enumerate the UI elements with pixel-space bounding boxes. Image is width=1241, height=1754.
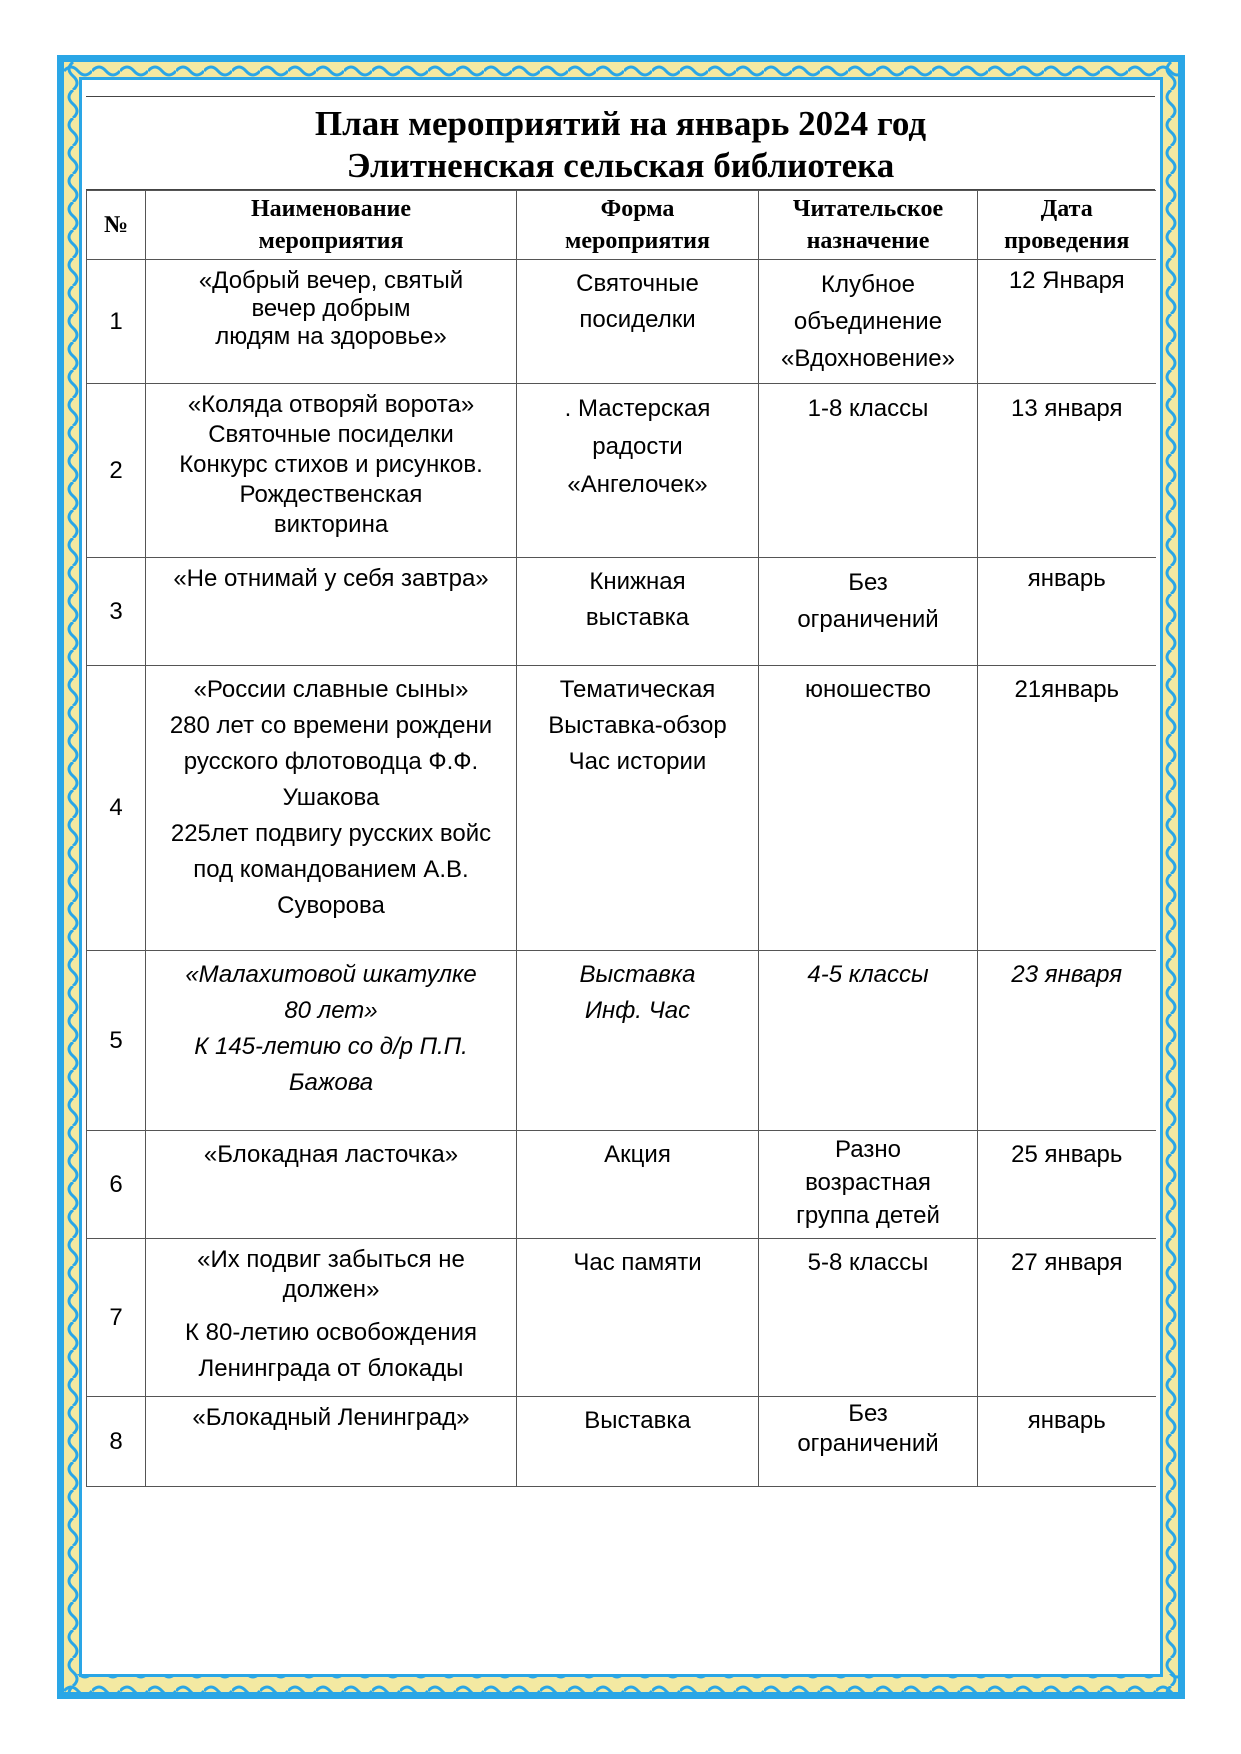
row-number: 3 <box>87 558 146 666</box>
event-date: 12 Января <box>978 260 1156 384</box>
event-form: Выставка <box>517 1397 759 1487</box>
row-number: 2 <box>87 384 146 558</box>
event-date: 27 января <box>978 1239 1156 1397</box>
table-row <box>87 1397 1156 1487</box>
document-subtitle: Элитненская сельская библиотека <box>346 146 895 185</box>
event-audience: 4-5 классы <box>759 951 978 1131</box>
event-date: 25 январь <box>978 1131 1156 1239</box>
header-number: № <box>87 191 146 260</box>
event-form: Выставка Инф. Час <box>517 951 759 1131</box>
table-row <box>87 558 1156 666</box>
document-content <box>86 96 1155 1487</box>
event-date: январь <box>978 1397 1156 1487</box>
event-audience: Без ограничений <box>759 558 978 666</box>
event-name: «Их подвиг забыться не должен» К 80-летию освобождения Ленинграда от блокады <box>146 1239 517 1397</box>
row-number: 7 <box>87 1239 146 1397</box>
event-form: Тематическая Выставка-обзор Час истории <box>517 666 759 951</box>
event-form: Святочные посиделки <box>517 260 759 384</box>
row-number: 5 <box>87 951 146 1131</box>
table-header-row <box>87 191 1156 260</box>
header-name: Наименование мероприятия <box>146 191 517 260</box>
event-name: «Добрый вечер, святый вечер добрым людям на здоровье» <box>146 260 517 384</box>
event-form: Книжная выставка <box>517 558 759 666</box>
header-form: Форма мероприятия <box>517 191 759 260</box>
event-date: 13 января <box>978 384 1156 558</box>
row-number: 8 <box>87 1397 146 1487</box>
table-row <box>87 666 1156 951</box>
table-row <box>87 1131 1156 1239</box>
event-name: «Не отнимай у себя завтра» <box>146 558 517 666</box>
event-name: «Блокадная ласточка» <box>146 1131 517 1239</box>
event-form: Час памяти <box>517 1239 759 1397</box>
header-date: Дата проведения <box>978 191 1156 260</box>
event-name: «России славные сыны» 280 лет со времени рождени русского флотоводца Ф.Ф. Ушакова 225лет подвигу русских войс под командованием А.В. Суворова <box>146 666 517 951</box>
table-row <box>87 260 1156 384</box>
event-form: . Мастерская радости «Ангелочек» <box>517 384 759 558</box>
event-name: «Блокадный Ленинград» <box>146 1397 517 1487</box>
event-name: «Малахитовой шкатулке 80 лет» К 145-летию со д/р П.П. Бажова <box>146 951 517 1131</box>
event-date: январь <box>978 558 1156 666</box>
row-number: 6 <box>87 1131 146 1239</box>
document-title: План мероприятий на январь 2024 год <box>314 104 927 143</box>
event-audience: 1-8 классы <box>759 384 978 558</box>
event-audience: юношество <box>759 666 978 951</box>
event-form: Акция <box>517 1131 759 1239</box>
header-audience: Читательское назначение <box>759 191 978 260</box>
event-date: 21январь <box>978 666 1156 951</box>
event-audience: 5-8 классы <box>759 1239 978 1397</box>
events-table <box>86 190 1156 1487</box>
table-row <box>87 951 1156 1131</box>
document-title-block <box>86 96 1155 190</box>
event-audience: Разно возрастная группа детей <box>759 1131 978 1239</box>
event-audience: Клубное объединение «Вдохновение» <box>759 260 978 384</box>
table-row <box>87 384 1156 558</box>
event-audience: Без ограничений <box>759 1397 978 1487</box>
row-number: 1 <box>87 260 146 384</box>
table-row <box>87 1239 1156 1397</box>
event-date: 23 января <box>978 951 1156 1131</box>
event-name: «Коляда отворяй ворота» Святочные посиделки Конкурс стихов и рисунков. Рождественская викторина <box>146 384 517 558</box>
row-number: 4 <box>87 666 146 951</box>
